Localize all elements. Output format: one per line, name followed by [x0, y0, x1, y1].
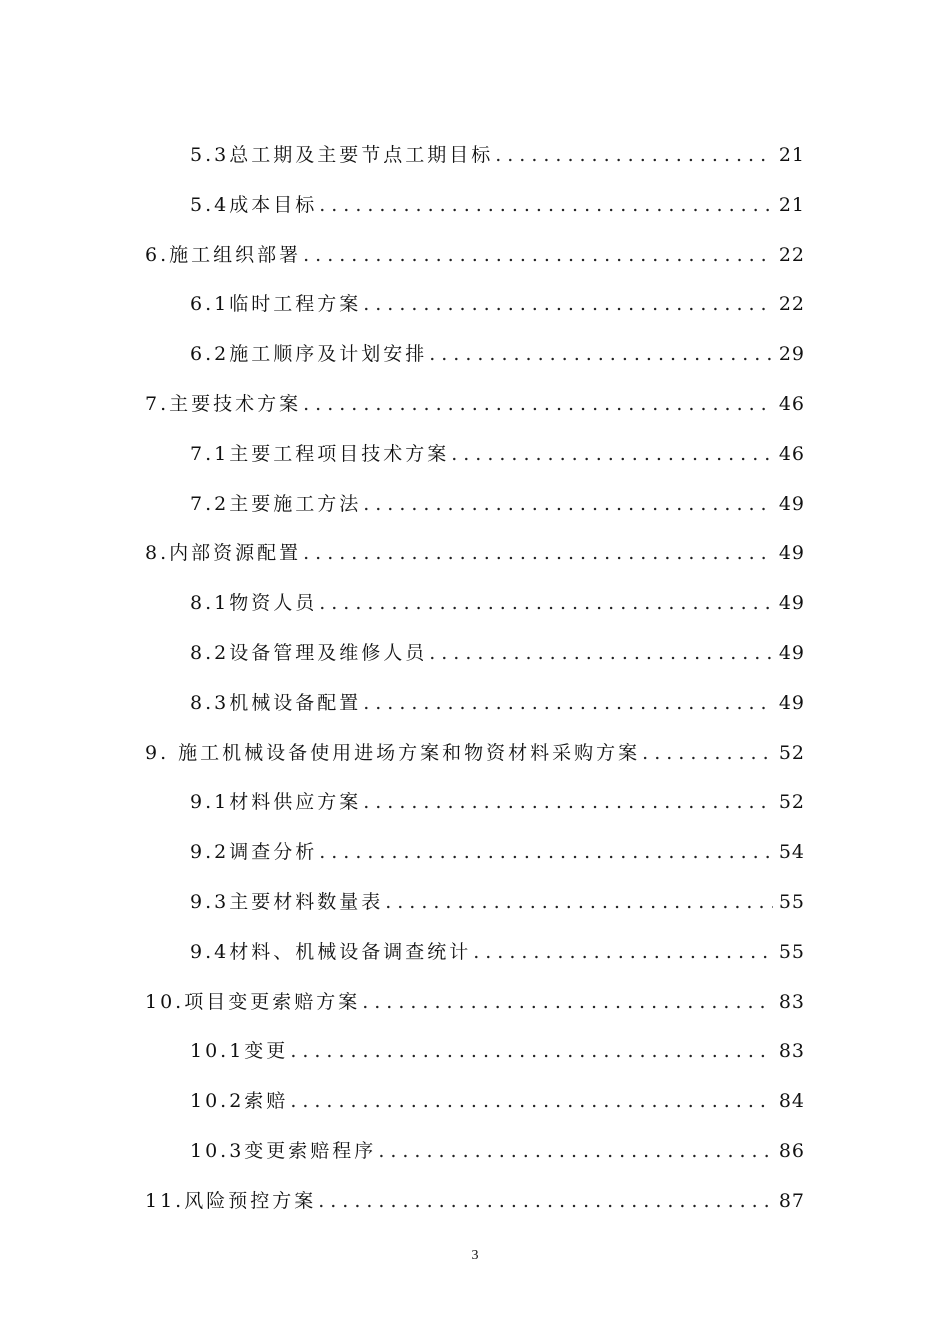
toc-entry[interactable]	[0, 183, 950, 217]
page-number: 3	[471, 1248, 479, 1263]
toc-entry[interactable]	[0, 631, 950, 665]
toc-entry-label: 8.内部资源配置	[145, 542, 302, 565]
toc-entry-label: 9.3主要材料数量表	[190, 891, 384, 913]
toc-dot-leader	[318, 1189, 773, 1213]
toc-entry[interactable]	[0, 581, 950, 615]
toc-entry[interactable]	[0, 282, 950, 316]
toc-dot-leader	[429, 342, 773, 366]
toc-entry-page: 49	[778, 691, 805, 714]
toc-entry-label: 7.2主要施工方法	[190, 492, 362, 515]
toc-entry-label: 8.3机械设备配置	[190, 691, 362, 714]
toc-entry-label: 9. 施工机械设备使用进场方案和物资材料采购方案	[145, 741, 641, 764]
toc-entry-page: 49	[778, 492, 805, 515]
toc-entry-label: 9.2调查分析	[190, 841, 318, 864]
toc-dot-leader	[319, 193, 773, 217]
toc-entry[interactable]	[0, 731, 950, 765]
toc-entry-page: 49	[778, 592, 805, 615]
toc-entry-label: 5.3总工期及主要节点工期目标	[190, 144, 494, 166]
toc-entry[interactable]	[0, 432, 950, 466]
toc-entry-page: 55	[778, 940, 805, 963]
toc-entry[interactable]	[0, 1079, 950, 1113]
toc-entry-page: 21	[778, 193, 805, 216]
toc-dot-leader	[303, 541, 773, 565]
toc-dot-leader	[363, 292, 773, 316]
toc-entry[interactable]	[0, 133, 950, 167]
toc-entry-page: 84	[778, 1090, 805, 1113]
toc-dot-leader	[303, 392, 773, 416]
toc-entry[interactable]	[0, 830, 950, 864]
toc-entry-label: 7.主要技术方案	[145, 393, 302, 415]
toc-dot-leader	[319, 840, 773, 864]
toc-entry-label: 9.1材料供应方案	[190, 791, 362, 814]
toc-entry-page: 22	[778, 243, 805, 266]
toc-entry[interactable]	[0, 980, 950, 1014]
toc-dot-leader	[290, 1089, 773, 1113]
toc-entry-page: 52	[778, 791, 805, 814]
toc-dot-leader	[363, 492, 773, 516]
toc-entry[interactable]	[0, 930, 950, 964]
toc-entry-label: 9.4材料、机械设备调查统计	[190, 940, 472, 963]
toc-entry-label: 10.3变更索赔程序	[190, 1140, 377, 1162]
toc-dot-leader	[319, 591, 773, 615]
toc-entry-label: 7.1主要工程项目技术方案	[190, 442, 450, 465]
toc-entry-page: 83	[778, 990, 805, 1013]
toc-entry[interactable]	[0, 531, 950, 565]
toc-entry-label: 8.1物资人员	[190, 592, 318, 615]
toc-entry-page: 86	[778, 1140, 805, 1162]
toc-entry-label: 6.2施工顺序及计划安排	[190, 343, 428, 366]
toc-entry-page: 87	[778, 1189, 805, 1212]
toc-entry-page: 22	[778, 293, 805, 316]
toc-entry-label: 5.4成本目标	[190, 193, 318, 216]
toc-entry-label: 11.风险预控方案	[145, 1189, 317, 1212]
toc-entry-page: 21	[778, 144, 805, 166]
toc-entry[interactable]	[0, 1129, 950, 1163]
toc-entry[interactable]	[0, 1179, 950, 1213]
toc-entry-page: 29	[778, 343, 805, 366]
toc-entry[interactable]	[0, 382, 950, 416]
toc-dot-leader	[303, 243, 773, 267]
toc-entry[interactable]	[0, 233, 950, 267]
toc-entry[interactable]	[0, 681, 950, 715]
toc-entry-label: 6.1临时工程方案	[190, 293, 362, 316]
toc-dot-leader	[378, 1139, 773, 1163]
toc-dot-leader	[290, 1039, 773, 1063]
toc-entry[interactable]	[0, 482, 950, 516]
toc-entry[interactable]	[0, 332, 950, 366]
toc-entry-label: 10.1变更	[190, 1040, 289, 1063]
toc-entry[interactable]	[0, 780, 950, 814]
toc-dot-leader	[642, 741, 773, 765]
toc-entry-page: 46	[778, 442, 805, 465]
toc-entry-page: 83	[778, 1040, 805, 1063]
toc-dot-leader	[362, 990, 773, 1014]
toc-entry-page: 52	[778, 741, 805, 764]
toc-entry-label: 8.2设备管理及维修人员	[190, 642, 428, 664]
toc-entry-label: 6.施工组织部署	[145, 243, 302, 266]
toc-dot-leader	[385, 890, 773, 914]
toc-dot-leader	[363, 691, 773, 715]
toc-entry-page: 46	[778, 393, 805, 415]
toc-entry-page: 49	[778, 542, 805, 565]
toc-entry[interactable]	[0, 1029, 950, 1063]
toc-entry-label: 10.2索赔	[190, 1090, 289, 1113]
toc-entry[interactable]	[0, 880, 950, 914]
toc-dot-leader	[451, 442, 773, 466]
toc-dot-leader	[473, 940, 773, 964]
toc-entry-page: 55	[778, 891, 805, 913]
toc-entry-label: 10.项目变更索赔方案	[145, 990, 361, 1013]
toc-dot-leader	[429, 641, 773, 665]
toc-dot-leader	[363, 790, 773, 814]
toc-entry-page: 54	[778, 841, 805, 864]
toc-entry-page: 49	[778, 642, 805, 664]
toc-dot-leader	[495, 143, 773, 167]
